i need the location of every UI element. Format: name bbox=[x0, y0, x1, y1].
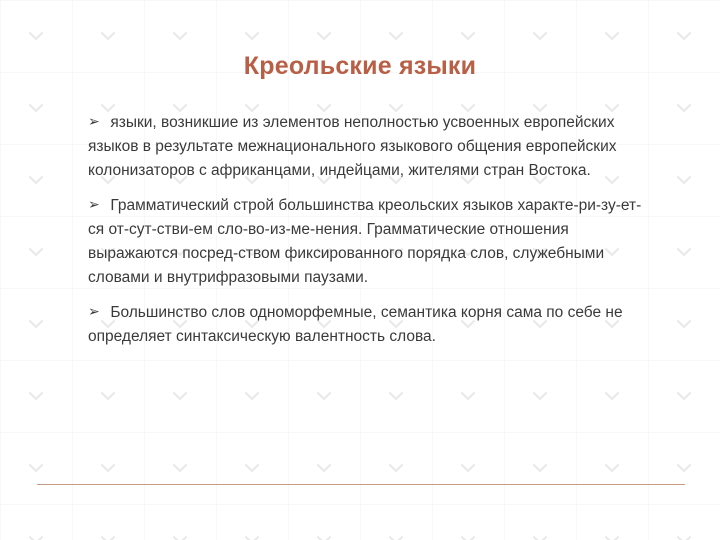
slide-title: Креольские языки bbox=[243, 52, 477, 80]
bullet-text-3: Большинство слов одноморфемные, семантика корня сама по себе не определяет синтаксическую валентность слова. bbox=[88, 304, 623, 345]
bullet-item-1 bbox=[88, 110, 648, 183]
arrowhead-bullet-icon: ➢ bbox=[88, 196, 100, 212]
bullet-list bbox=[88, 110, 648, 359]
bullet-item-3 bbox=[88, 300, 648, 349]
bullet-text-1: языки, возникшие из элементов неполностью усвоенных европейских языков в результате межнационального языкового общения европейских колонизаторов с африканцами, индейцами, жителями стран Востока. bbox=[88, 114, 617, 179]
bullet-item-2 bbox=[88, 193, 648, 290]
arrowhead-bullet-icon: ➢ bbox=[88, 113, 100, 129]
footer-divider bbox=[37, 484, 685, 485]
bullet-text-2: Грамматический строй большинства креольских языков характе-ри-зу-ет-ся от-сут-стви-ем сло-во-из-ме-нения. Грамматические отношения выражаются посред-ством фиксированного порядка слов, служебными словами и внутрифразовыми паузами. bbox=[88, 197, 642, 286]
arrowhead-bullet-icon: ➢ bbox=[88, 303, 100, 319]
